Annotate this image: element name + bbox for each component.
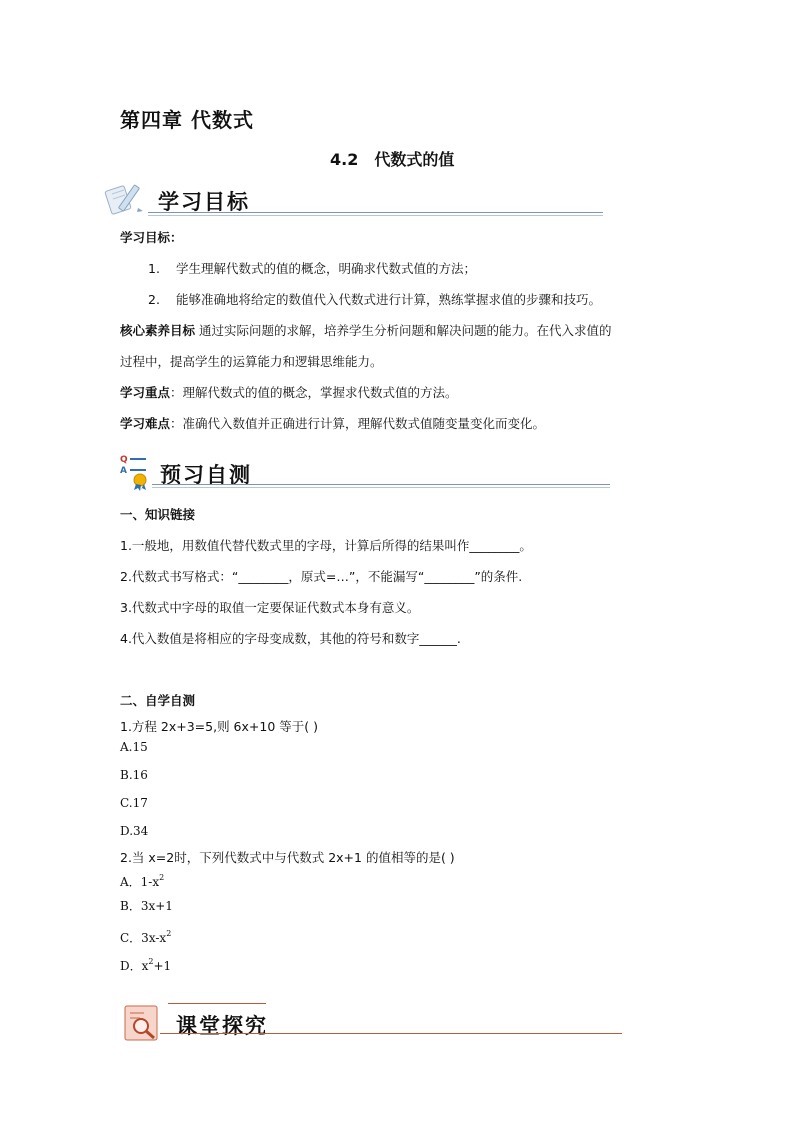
banner-objectives-title: 学习目标	[158, 190, 250, 214]
svg-text:A: A	[120, 466, 127, 476]
knowledge-link-1: 1.一般地，用数值代替代数式里的字母，计算后所得的结果叫作________。	[120, 538, 532, 553]
core-literacy-line-1	[120, 323, 612, 339]
question-2-option-d	[120, 954, 171, 974]
key-point-text: ：理解代数式的值的概念，掌握求代数式值的方法。	[170, 385, 458, 400]
objective-item-2-num: 2.	[148, 292, 160, 307]
question-1-option-a: A.15	[120, 740, 148, 754]
knowledge-link-3: 3.代数式中字母的取值一定要保证代数式本身有意义。	[120, 600, 420, 615]
question-2-option-d-exponent: 2	[148, 957, 154, 966]
core-literacy-text-1: 通过实际问题的求解，培养学生分析问题和解决问题的能力。在代入求值的	[195, 323, 612, 338]
question-1-stem: 1.方程 2x+3=5,则 6x+10 等于( )	[120, 719, 318, 734]
objective-item-2-text: 能够准确地将给定的数值代入代数式进行计算，熟练掌握求值的步骤和技巧。	[176, 292, 602, 307]
question-2-option-c	[120, 926, 171, 946]
banner-explore-top-rule	[168, 1003, 266, 1004]
key-point-label: 学习重点	[120, 385, 171, 400]
pencil-ruler-icon	[104, 180, 150, 220]
question-1-option-c: C.17	[120, 796, 148, 810]
banner-objectives-rule	[148, 212, 603, 213]
objective-item-1-num: 1.	[148, 261, 160, 276]
banner-preview-rule-2	[152, 487, 610, 488]
self-test-heading: 二、自学自测	[120, 693, 196, 708]
question-2-option-d-base: D．x	[120, 959, 149, 973]
core-literacy-line-2: 过程中，提高学生的运算能力和逻辑思维能力。	[120, 354, 383, 369]
difficulty-line	[120, 416, 545, 432]
banner-preview-rule	[152, 484, 610, 485]
difficulty-label: 学习难点	[120, 416, 171, 431]
question-2-stem: 2.当 x=2时，下列代数式中与代数式 2x+1 的值相等的是( )	[120, 850, 455, 865]
magnifier-icon	[124, 1005, 162, 1047]
banner-explore-title: 课堂探究	[176, 1014, 268, 1038]
key-point-line	[120, 385, 458, 401]
knowledge-link-4: 4.代入数值是将相应的字母变成数，其他的符号和数字______.	[120, 631, 461, 646]
banner-objectives-rule-2	[148, 215, 603, 216]
banner-explore-rule	[160, 1033, 622, 1034]
svg-text:Q: Q	[120, 455, 128, 465]
question-1-option-b: B.16	[120, 768, 148, 782]
difficulty-text: ：准确代入数值并正确进行计算，理解代数式值随变量变化而变化。	[170, 416, 546, 431]
core-literacy-label: 核心素养目标	[120, 323, 196, 338]
question-1-option-d: D.34	[120, 824, 149, 838]
question-2-option-c-exponent: 2	[166, 929, 172, 938]
question-2-option-a-base: A．1-x	[120, 875, 160, 889]
quiz-badge-icon	[118, 451, 154, 495]
knowledge-link-heading: 一、知识链接	[120, 507, 196, 522]
question-2-option-a	[120, 870, 164, 890]
knowledge-link-2: 2.代数式书写格式：“________，原式=…”，不能漏写“________”的条件.	[120, 569, 523, 584]
question-2-option-b: B．3x+1	[120, 899, 173, 913]
objectives-label: 学习目标：	[120, 230, 183, 245]
question-2-option-a-exponent: 2	[159, 873, 165, 882]
banner-preview-title: 预习自测	[160, 463, 252, 487]
section-title: 4.2 代数式的值	[330, 150, 455, 169]
question-2-option-d-tail: +1	[153, 959, 172, 973]
question-2-option-c-base: C．3x-x	[120, 931, 167, 945]
chapter-title: 第四章 代数式	[120, 108, 254, 132]
objective-item-1-text: 学生理解代数式的值的概念，明确求代数式值的方法；	[176, 261, 477, 276]
